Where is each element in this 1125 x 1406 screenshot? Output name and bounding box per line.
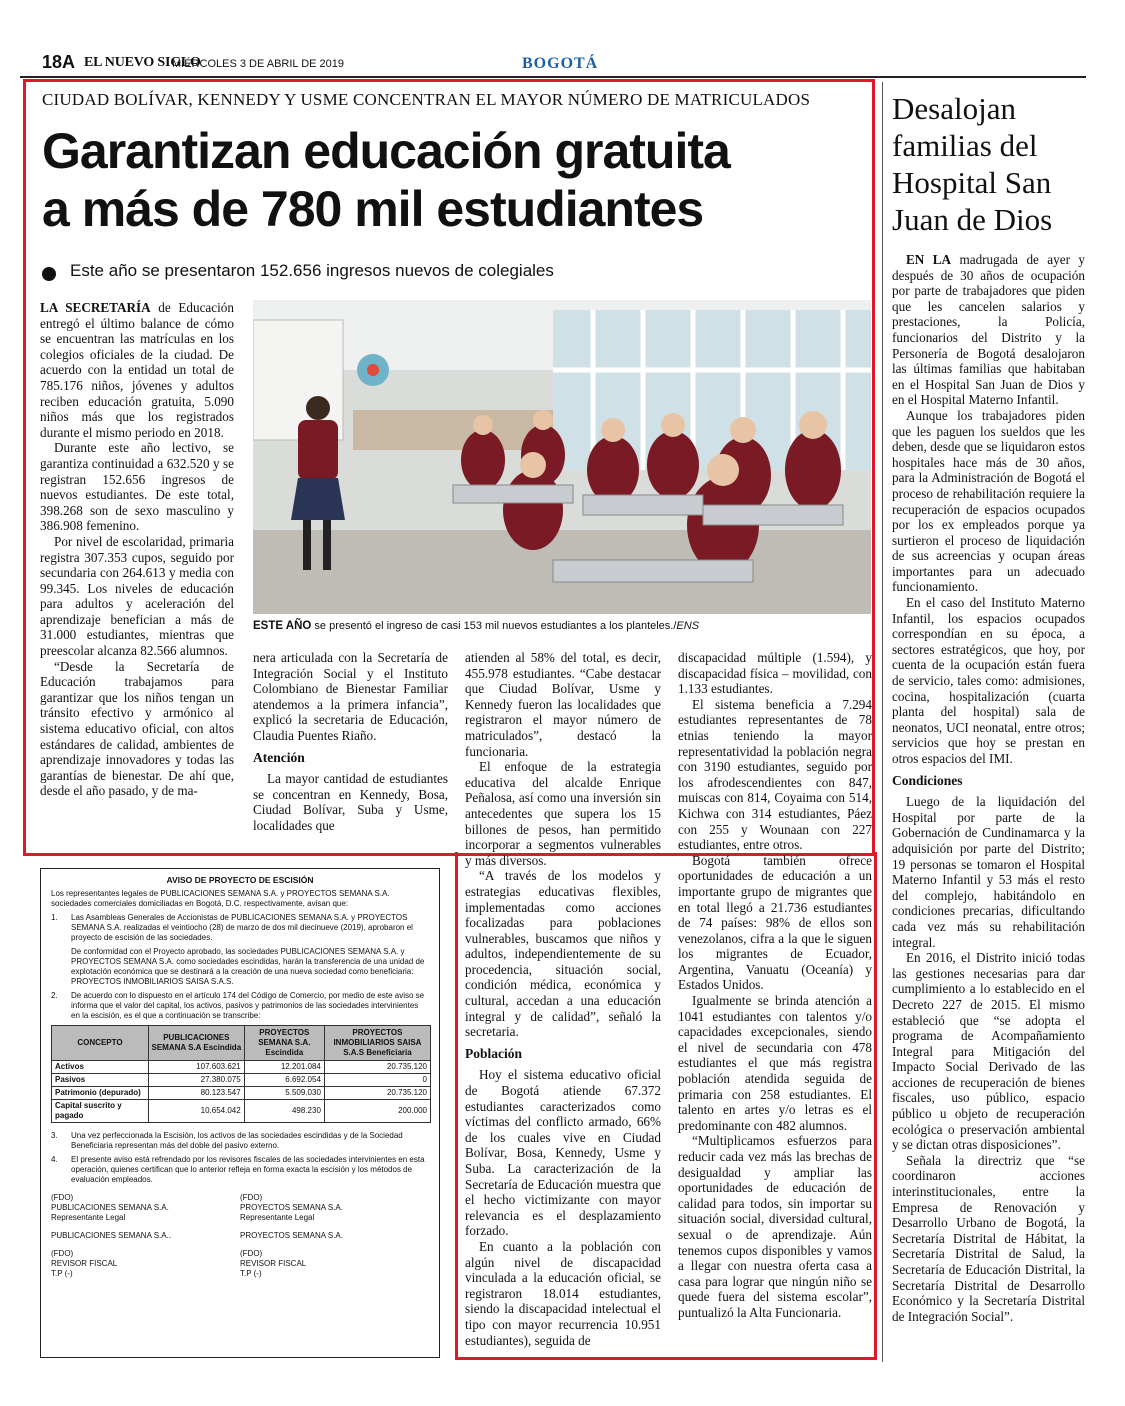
subheading: Población (465, 1045, 523, 1061)
classroom-photo-illustration (253, 300, 871, 614)
lead-in: LA SECRETARÍA (40, 300, 151, 315)
caption-text: se presentó el ingreso de casi 153 mil nuevos estudiantes a los planteles./ (311, 620, 677, 632)
paragraph: En cuanto a la población con algún nivel de discapacidad vinculada a la educación oficial, se registraron 18.014 estudiantes, siendo la discapacidad intelectual el tipo con mayor recurrencia 10.951 estudiantes), seguida de (465, 1238, 661, 1348)
paragraph: EN LA madrugada de ayer y después de 30 años de ocupación por parte de trabajadores que piden que les cancelen salarios y prestaciones, la Policía, funcionarios del Distrito y la Personería de Bogotá desalojaron las últimas familias que habitaban en el Hospital San Juan de Dios y en el Hospital Materno Infantil. (892, 252, 1085, 408)
paragraph: En 2016, el Distrito inició todas las gestiones necesarias para dar cumplimiento a lo establecido en el Decreto 227 de 2015. El mismo estableció que “se adopta el programa de Acompañamiento Integral para Mitigación del Impacto Social Derivado de las acciones de recuperación de bienes fiscales, uso público, espacio público u objeto de recuperación ecológica o preservación ambiental y se dictan otras disposiciones”. (892, 950, 1085, 1153)
signature: (FDO) REVISOR FISCAL T.P (-) (51, 1249, 118, 1278)
paragraph: Señala la directriz que “se coordinaron acciones interinstitucionales, entre la Empresa de Renovación y Desarrollo Urbano de Bogotá, la Secretaría Distrital de Hábitat, la Secretaría Distrital de Salud, la Secretaría de Educación Distrital, la Secretaría Distrital de Desarrollo Económico y la Secretaría Distrital de Integración Social”. (892, 1152, 1085, 1324)
paragraph: Bogotá también ofrece oportunidades de educación a un importante grupo de migrantes que en total llegó a 21.736 estudiantes de 74 países: 98% de ellos son venezolanos, cifra a la que le siguen los migrantes de Ecuador, Argentina, Vanuatu (Oceanía) y Estados Unidos. (678, 852, 872, 993)
notice-item: De conformidad con el Proyecto aprobado, las sociedades PUBLICACIONES SEMANA S.A. y PROYECTOS SEMANA S.A. como sociedades escindidas, harán la transferencia de una unidad de explotación económica que se destinará a la creación de una nueva sociedad como beneficiaria: PROYECTOS INMOBILIARIOS SAISA S.A.S. (71, 947, 425, 986)
top-rule (20, 76, 1086, 78)
table-row: Pasivos 27.380.075 6.692.054 0 (52, 1074, 431, 1087)
paragraph: El sistema beneficia a 7.294 estudiantes representantes de 78 etnias teniendo la mayor representatividad la población negra con 3190 estudiantes, seguido por los afrodescendientes con 847, muiscas con 814, Coyaima con 514, Kichwa con 314 estudiantes, Páez con 255 y Wounaan con 227 estudiantes, entre otros. (678, 696, 872, 853)
table-header: PROYECTOS INMOBILIARIOS SAISA S.A.S Beneficiaria (324, 1026, 430, 1061)
notice-item: 1. Las Asambleas Generales de Accionistas de PUBLICACIONES SEMANA S.A. y PROYECTOS SEMANA S.A. realizadas el veintiocho (28) de marzo de dos mil diecinueve (2019), aprobaron el proyecto de escisión de las sociedades. (51, 913, 413, 942)
lead-in: EN LA (906, 252, 952, 267)
headline-line-2: a más de 780 mil estudiantes (42, 181, 704, 237)
article-kicker: CIUDAD BOLÍVAR, KENNEDY Y USME CONCENTRAN EL MAYOR NÚMERO DE MATRICULADOS (42, 90, 811, 109)
paragraph: La mayor cantidad de estudiantes se concentran en Kennedy, Bosa, Ciudad Bolívar, Suba y Usme, localidades que (253, 771, 448, 833)
signature: PUBLICACIONES SEMANA S.A.. (51, 1231, 172, 1240)
table-header: PROYECTOS SEMANA S.A. Escindida (244, 1026, 324, 1061)
paragraph: nera articulada con la Secretaría de Integración Social y el Instituto Colombiano de Bienestar Familiar atendemos a la primera infancia”, explicó la secretaria de Educación, Claudia Puentes Riaño. (253, 650, 448, 743)
table-header: CONCEPTO (52, 1026, 149, 1061)
article-headline (42, 122, 862, 238)
paragraph: Luego de la liquidación del Hospital por parte de la Gobernación de Cundinamarca y la adquisición por parte del Distrito; 19 personas se tomaron el Hospital Materno Infantil y 53 más el resto del complejo, habitándolo en condiciones precarias, dificultando cada vez más su rehabilitación integral. (892, 794, 1085, 950)
notice-item: 2. De acuerdo con lo dispuesto en el artículo 174 del Código de Comercio, por medio de este aviso se informa que el valor del capital, los activos, pasivos y patrimonios de las sociedades intervinientes en la escisión, es el que a continuación se transcribe: (51, 991, 425, 1020)
subheading: Atención (253, 749, 305, 765)
paragraph: En el caso del Instituto Materno Infantil, los espacios ocupados correspondían en su época, a sectores estratégicos, que hoy, por cuenta de la ocupación están fuera de servicio, tales como: admisiones, cocina, hospitalización (cuarta planta del hospital) sala de neonatos, UCI neonatal, entre otros; servicios que hoy se prestan en otros espacios del IMI. (892, 595, 1085, 766)
signature: (FDO) REVISOR FISCAL T.P (-) (240, 1249, 307, 1278)
paragraph: Igualmente se brinda atención a 1041 estudiantes con talentos y/o capacidades excepcionales, siendo el nivel de secundaria con 478 estudiantes el que más registra población atendida seguida de primaria con 258 estudiantes. El talento en artes y/o letras es el predominante con 482 alumnos. (678, 993, 872, 1133)
paragraph: Por nivel de escolaridad, primaria registra 307.353 cupos, seguido por secundaria con 264.613 y media con 99.345. Los niveles de educación para adultos y aceleración del aprendizaje benefician a más de 31.000 estudiantes, mientras que preescolar alcanza 82.566 alumnos. (40, 533, 234, 659)
article-column-1 (40, 300, 234, 799)
article-column-3 (465, 650, 661, 1348)
newspaper-name: EL NUEVO SIGLO (84, 55, 201, 70)
signature: PROYECTOS SEMANA S.A. (240, 1231, 343, 1240)
table-header-row (52, 1026, 431, 1061)
table-row: Patrimonio (depurado) 80.123.547 5.509.030 20.735.120 (52, 1087, 431, 1100)
paragraph: atienden al 58% del total, es decir, 455.978 estudiantes. “Cabe destacar que Ciudad Bolívar, Usme y Kennedy fueron las localidades que registraron el mayor número de matriculados”, destacó la funcionaria. (465, 650, 661, 759)
notice-intro: Los representantes legales de PUBLICACIONES SEMANA S.A. y PROYECTOS SEMANA S.A. sociedades comerciales domiciliadas en Bogotá, D.C. respectivamente, avisan que: (51, 889, 390, 908)
paragraph: “A través de los modelos y estrategias educativas flexibles, implementadas como acciones focalizadas para poblaciones vulnerables, buscamos que niños y adultos, independientemente de su procedencia, situación social, condición médica, económica y cultural, accedan a una educación integral y de calidad”, señaló la secretaria. (465, 868, 661, 1040)
photo-caption (253, 620, 871, 632)
paragraph: Durante este año lectivo, se garantiza continuidad a 632.520 y se registran 152.656 ingresos de nuevos estudiantes. De este total, 398.268 son de sexo masculino y 386.908 femenino. (40, 440, 234, 534)
paragraph: “Multiplicamos esfuerzos para reducir cada vez más las brechas de desigualdad y ampliar las oportunidades de educación de calidad para todos, sin importar su situación social, diversidad cultural, sexual o de aprendizaje. Aún tenemos cupos disponibles y vamos a llegar con nuestra oferta casa a casa para lograr que ningún niño se quede fuera del sistema escolar”, puntualizó la Alta Funcionaria. (678, 1133, 872, 1320)
table-header: PUBLICACIONES SEMANA S.A Escindida (149, 1026, 245, 1061)
headline-line-1: Garantizan educación gratuita (42, 123, 730, 179)
paragraph: El enfoque de la estrategia educativa del alcalde Enrique Peñalosa, así como una inversión sin antecedentes que supera los 15 billones de pesos, han permitido incorporar a segmentos vulnerables y más diversos. (465, 759, 661, 868)
issue-date: MIÉRCOLES 3 DE ABRIL DE 2019 (172, 58, 344, 70)
paragraph: Hoy el sistema educativo oficial de Bogotá atiende 67.372 estudiantes caracterizados como víctimas del conflicto armado, 66% de los cuales vive en Ciudad Bolívar, Bosa, Kennedy, Usme y Suba. La caracterización de la Secretaría de Educación muestra que el hecho victimizante con mayor relevancia es el desplazamiento forzado. (465, 1067, 661, 1239)
notice-title: AVISO DE PROYECTO DE ESCISIÓN (166, 875, 314, 885)
caption-lead: ESTE AÑO (253, 620, 312, 632)
signature: (FDO) PUBLICACIONES SEMANA S.A. Representante Legal (51, 1193, 169, 1222)
column-divider (882, 82, 883, 1362)
table-row: Activos 107.603.621 12.201.084 20.735.120 (52, 1061, 431, 1074)
side-article-body (892, 252, 1085, 1324)
notice-item: 3. Una vez perfeccionada la Escisión, los activos de las sociedades escindidas y de la Sociedad Beneficiaria representan más del doble del pasivo externo. (51, 1131, 403, 1150)
bullet-icon (42, 267, 56, 281)
signature-block (51, 1231, 429, 1241)
article-column-2 (253, 650, 448, 834)
subheading: Condiciones (892, 772, 963, 788)
paragraph: LA SECRETARÍA de Educación entregó el último balance de cómo se encuentran las matrículas en los colegios oficiales de la ciudad. De acuerdo con la entidad un total de 785.176 niños, jóvenes y adultos reciben educación gratuita, 5.090 niños más que los registrados durante el mismo periodo en 2018. (40, 300, 234, 440)
page-number: 18A (42, 52, 76, 72)
table-row: Capital suscrito y pagado 10.654.042 498.230 200.000 (52, 1100, 431, 1123)
section-name: BOGOTÁ (522, 55, 599, 72)
classroom-photo (253, 300, 871, 614)
article-subhead: Este año se presentaron 152.656 ingresos nuevos de colegiales (70, 261, 554, 280)
signature-block (51, 1193, 429, 1223)
signature-block (51, 1249, 429, 1279)
notice-item: 4. El presente aviso está refrendado por los revisores fiscales de las sociedades intervinientes en esta operación, quienes certifican que lo anterior refleja en forma exacta la escisión y los métodos de evaluación empleados. (51, 1155, 425, 1184)
article-column-4 (678, 650, 872, 1321)
paragraph: Aunque los trabajadores piden que les paguen los sueldos que les deben, desde que se liquidaron estos hospitales hace más de 30 años, para la Administración de Bogotá el proceso de rehabilitación requiere la recuperación de espacios ocupados por los ex empleados porque ya surtieron el proceso de liquidación de sus acreencias y ocupan áreas importantes para un adecuado funcionamiento. (892, 407, 1085, 595)
legal-notice (40, 868, 440, 1358)
paragraph: “Desde la Secretaría de Educación trabajamos para garantizar que los niños tengan un tránsito efectivo y armónico al sistema educativo oficial, con altos estándares de calidad, ambientes de aprendizaje innovadores y todas las garantías de bienestar. De ahí que, desde el año pasado, y de ma- (40, 658, 234, 799)
paragraph: discapacidad múltiple (1.594), y discapacidad física – movilidad, con 1.133 estudiantes. (678, 650, 872, 697)
side-article-headline: Desalojan familias del Hospital San Juan de Dios (892, 91, 1053, 237)
caption-credit: ENS (676, 620, 700, 632)
signature: (FDO) PROYECTOS SEMANA S.A. Representante Legal (240, 1193, 343, 1222)
financial-table (51, 1025, 431, 1123)
